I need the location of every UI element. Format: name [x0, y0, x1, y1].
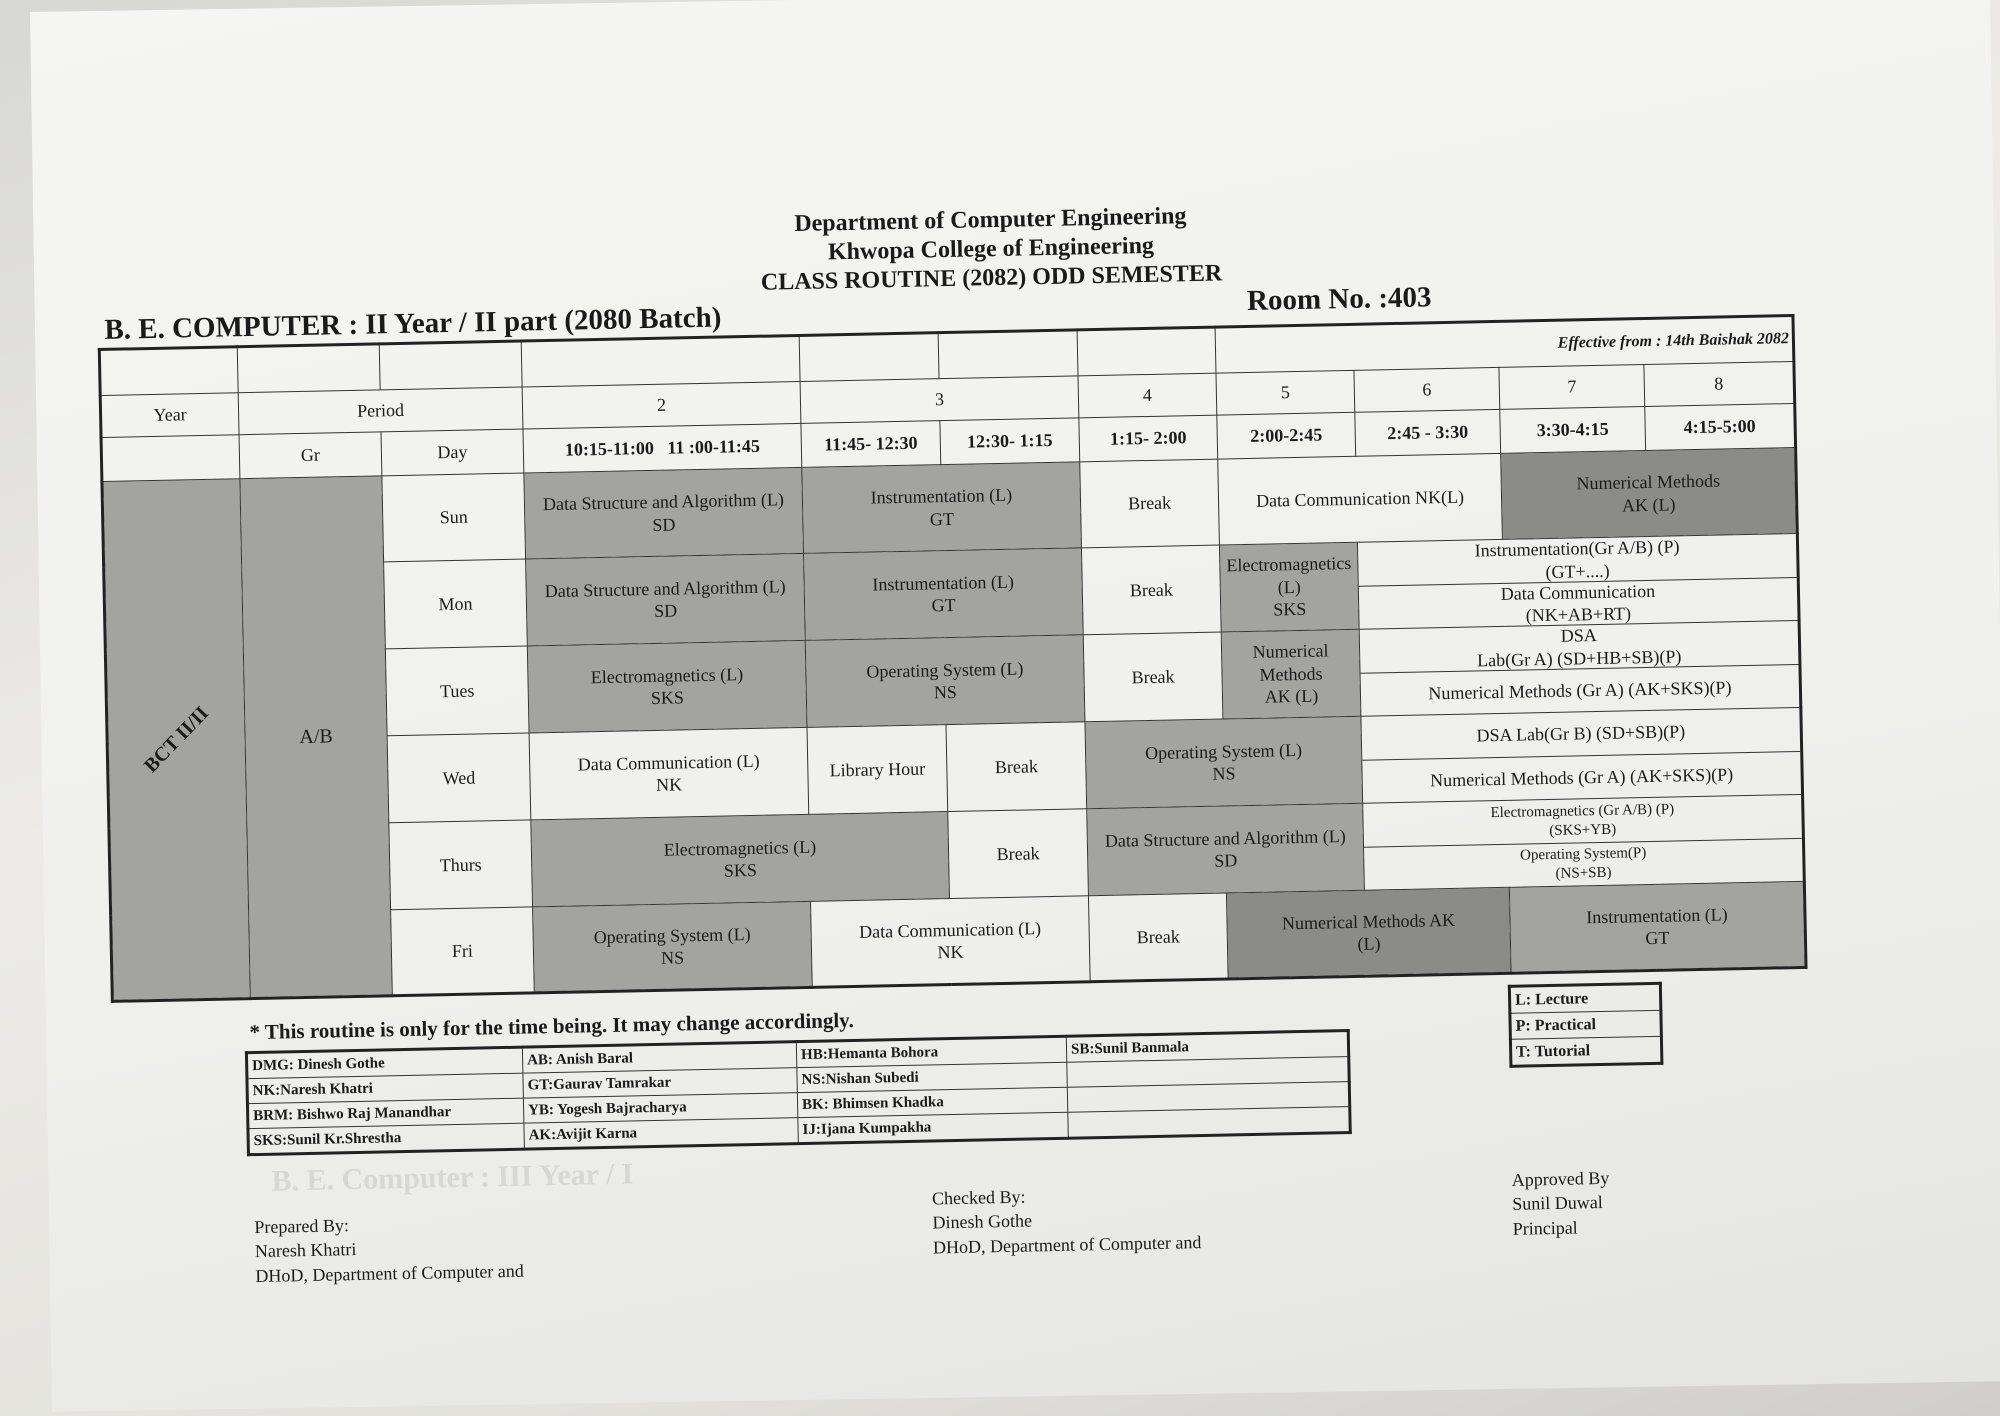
time-slot: 1:15- 2:00 — [1079, 415, 1218, 462]
break-cell: Break — [948, 809, 1089, 899]
class-cell: Operating System (L) NS — [533, 901, 813, 993]
group-header: Gr — [239, 432, 382, 479]
class-cell: Library Hour — [807, 725, 948, 815]
day-name: Fri — [391, 907, 535, 996]
break-cell: Break — [946, 722, 1087, 812]
break-cell: Break — [1081, 545, 1221, 635]
class-cell: Data Communication (L) NK — [529, 727, 809, 820]
day-name: Thurs — [389, 820, 533, 910]
class-cell: Operating System (L) NS — [1085, 716, 1363, 809]
day-name: Tues — [385, 646, 529, 736]
time-slot: 12:30- 1:15 — [940, 418, 1080, 465]
routine-table — [98, 314, 1808, 1003]
show-through-text: B. E. Computer : III Year / I — [271, 1157, 634, 1198]
legend-table — [1508, 982, 1664, 1068]
class-cell: Instrumentation (L) GT — [1509, 881, 1806, 973]
break-cell: Break — [1088, 893, 1228, 982]
day-name: Mon — [384, 559, 528, 649]
time-slot: 11:45- 12:30 — [801, 421, 941, 468]
class-cell: Instrumentation (L) GT — [802, 462, 1082, 554]
time-slot: 10:15-11:00 11 :00-11:45 — [523, 423, 802, 473]
group-cell: A/B — [240, 476, 392, 999]
abbreviation-table — [245, 1029, 1352, 1156]
class-cell: Data Structure and Algorithm (L) SD — [1087, 803, 1365, 896]
room-number: Room No. :403 — [1246, 281, 1432, 317]
class-cell: Data Communication (L) NK — [811, 896, 1091, 988]
department-title: Department of Computer Engineering — [794, 203, 1187, 238]
day-name: Sun — [382, 473, 526, 562]
program-heading: B. E. COMPUTER : II Year / II part (2080 Batch) — [104, 301, 722, 346]
year-cell: BCT II/II — [102, 479, 250, 1002]
abbreviation-row: DMG: Dinesh Gothe AB: Anish Baral HB:Hemanta Bohora SB:Sunil Banmala — [246, 1031, 1348, 1079]
day-name: Wed — [387, 733, 531, 823]
period-4: 4 — [1078, 373, 1217, 418]
time-slot: 4:15-5:00 — [1645, 403, 1796, 450]
day-header: Day — [381, 429, 524, 476]
class-cell: Numerical Methods AK (L) — [1226, 887, 1511, 979]
class-cell: Electromagnetics (L) SKS — [527, 640, 807, 733]
class-cell: Data Structure and Algorithm (L) SD — [524, 467, 804, 559]
period-2: 2 — [522, 381, 801, 429]
time-slot: 2:00-2:45 — [1217, 412, 1356, 459]
practical-cell: Instrumentation(Gr A/B) (P) (GT+....) Data Communication (NK+AB+RT) — [1357, 533, 1799, 629]
checked-by-block: Checked By: Dinesh Gothe DHoD, Department of Computer and — [931, 1186, 1202, 1258]
class-cell: Numerical Methods AK (L) — [1501, 447, 1798, 539]
practical-cell: DSA Lab(Gr B) (SD+SB)(P) Numerical Methods (Gr A) (AK+SKS)(P) — [1361, 707, 1803, 803]
college-title: Khwopa College of Engineering — [827, 232, 1155, 266]
class-cell: Operating System (L) NS — [805, 635, 1085, 728]
period-header: Period — [238, 387, 523, 435]
approved-by-block: Approved By Sunil Duwal Principal — [1511, 1167, 1610, 1239]
period-3: 3 — [800, 376, 1079, 424]
abbreviation-row: BRM: Bishwo Raj Manandhar YB: Yogesh Bajracharya BK: Bhimsen Khadka — [247, 1082, 1349, 1129]
period-5: 5 — [1216, 370, 1355, 415]
time-slot: 2:45 - 3:30 — [1355, 409, 1501, 456]
class-cell: Electromagnetics (L) SKS — [531, 812, 950, 907]
effective-date: Effective from : 14th Baishak 2082 — [1215, 316, 1794, 374]
abbreviation-row: NK:Naresh Khatri GT:Gaurav Tamrakar NS:Nishan Subedi — [247, 1057, 1349, 1104]
class-cell: Data Structure and Algorithm (L) SD — [526, 553, 806, 646]
period-6: 6 — [1354, 367, 1500, 412]
class-cell: Electromagnetics (L) SKS — [1219, 542, 1359, 632]
routine-title: CLASS ROUTINE (2082) ODD SEMESTER — [760, 260, 1223, 296]
prepared-by-block: Prepared By: Naresh Khatri DHoD, Department of Computer and — [254, 1215, 524, 1286]
break-cell: Break — [1083, 632, 1223, 722]
legend-practical: P: Practical — [1510, 1010, 1661, 1039]
class-cell: Instrumentation (L) GT — [804, 548, 1084, 641]
year-header: Year — [100, 393, 239, 438]
time-slot: 3:30-4:15 — [1500, 407, 1646, 454]
period-8: 8 — [1644, 361, 1795, 406]
class-cell: Data Communication NK(L) — [1218, 453, 1503, 545]
practical-cell: Electromagnetics (Gr A/B) (P) (SKS+YB) Operating System(P) (NS+SB) — [1363, 794, 1805, 890]
break-cell: Break — [1080, 459, 1220, 548]
legend-tutorial: T: Tutorial — [1510, 1036, 1662, 1066]
class-cell: Numerical Methods AK (L) — [1221, 629, 1361, 719]
legend-lecture: L: Lecture — [1509, 983, 1661, 1013]
disclaimer-note: * This routine is only for the time being. It may change accordingly. — [249, 1008, 854, 1045]
practical-cell: DSA Lab(Gr A) (SD+HB+SB)(P) Numerical Methods (Gr A) (AK+SKS)(P) — [1359, 620, 1801, 716]
period-7: 7 — [1499, 365, 1645, 410]
abbreviation-row: SKS:Sunil Kr.Shrestha AK:Avijit Karna IJ:Ijana Kumpakha — [248, 1107, 1350, 1155]
